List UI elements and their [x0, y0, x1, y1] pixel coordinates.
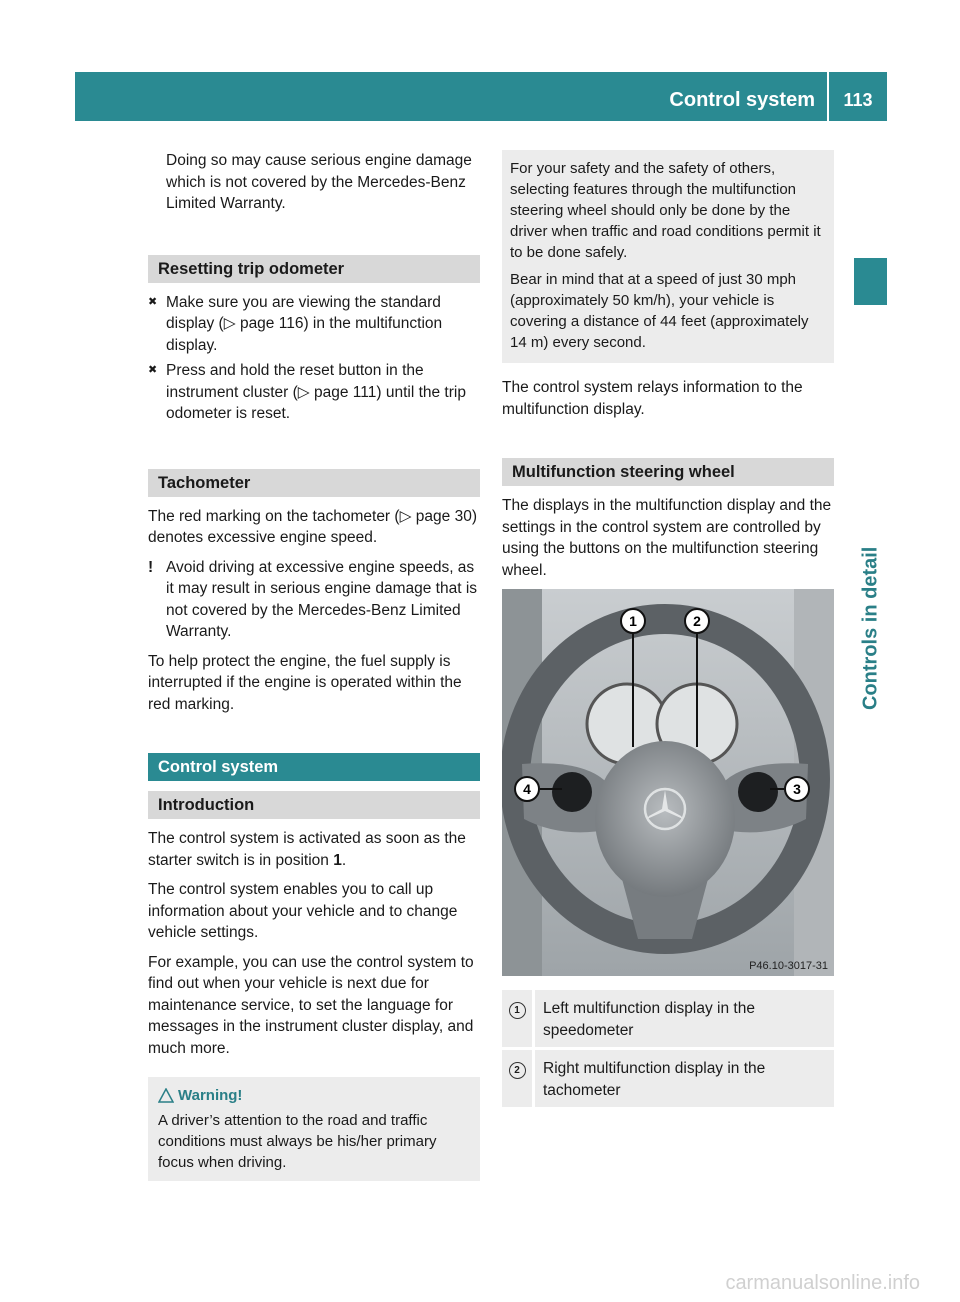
legend-number: 2: [509, 1062, 526, 1079]
section-tab-label: Controls in detail: [859, 546, 882, 710]
svg-text:2: 2: [693, 613, 701, 629]
page-title: Control system: [669, 89, 815, 111]
heading-resetting-trip-odometer: Resetting trip odometer: [148, 255, 480, 283]
intro-paragraph-2: The control system enables you to call up information about your vehicle and to change vehicle settings.: [148, 881, 458, 941]
steering-wheel-illustration: [502, 589, 834, 976]
figure-code: P46.10-3017-31: [749, 960, 828, 972]
table-row: [502, 1049, 834, 1109]
callout-4: [515, 777, 539, 801]
intro-paragraph-1: The control system is activated as soon as the starter switch is in position 1.: [148, 830, 466, 869]
bullet-icon: ✖: [148, 295, 158, 308]
legend-text: Right multifunction display in the tachometer: [534, 1049, 835, 1109]
svg-text:1: 1: [629, 613, 637, 629]
callout-2: [685, 609, 709, 633]
page-number: 113: [843, 90, 873, 110]
heading-tachometer: Tachometer: [148, 469, 480, 497]
safety-paragraph-2: Bear in mind that at a speed of just 30 mph (approximately 50 km/h), your vehicle is covering a distance of 44 feet (approximately 14 m) every second.: [510, 271, 809, 351]
heading-multifunction-steering-wheel: Multifunction steering wheel: [502, 458, 834, 486]
legend-number: 1: [509, 1002, 526, 1019]
warning-box: [148, 1077, 480, 1181]
warning-text: A driver’s attention to the road and traffic conditions must always be his/her primary focus when driving.: [158, 1112, 437, 1171]
header-divider: [827, 72, 829, 121]
legend-text: Left multifunction display in the speedometer: [534, 990, 835, 1049]
warning-title: Warning!: [158, 1085, 470, 1106]
bullet-text: Make sure you are viewing the standard display (▷ page 116) in the multifunction display.: [166, 293, 443, 354]
page-header: [75, 72, 887, 121]
bullet-icon: ✖: [148, 364, 158, 376]
caution-text: Avoid driving at excessive engine speeds, as it may result in serious engine damage that is not covered by the Mercedes-Benz Limited Warranty.: [166, 558, 478, 640]
right-column: [502, 150, 834, 1110]
tachometer-text: The red marking on the tachometer (▷ page 30) denotes excessive engine speed.: [148, 507, 477, 546]
safety-paragraph-1: For your safety and the safety of others, selecting features through the multifunction steering wheel should only be done by the driver when traffic and road conditions permit it to be done safely.: [510, 160, 821, 261]
list-item: [148, 360, 480, 425]
list-item: [148, 292, 480, 357]
position-number: 1: [333, 851, 342, 869]
figure-legend: [502, 990, 834, 1110]
msw-text: The displays in the multifunction display and the settings in the control system are controlled by using the buttons on the multifunction steering wheel.: [502, 497, 832, 579]
table-row: [502, 990, 834, 1049]
heading-control-system: Control system: [148, 753, 480, 781]
relay-text: The control system relays information to the multifunction display.: [502, 379, 803, 418]
callout-3: [785, 777, 809, 801]
left-column: [148, 150, 480, 1181]
warning-triangle-icon: [158, 1088, 174, 1103]
watermark: carmanualsonline.info: [725, 1271, 920, 1294]
heading-introduction: Introduction: [148, 791, 480, 819]
svg-text:3: 3: [793, 781, 801, 797]
caution-icon: !: [148, 558, 154, 576]
bullet-text: Press and hold the reset button in the instrument cluster (▷ page 111) until the trip odometer is reset.: [166, 362, 466, 422]
safety-info-box: [502, 150, 834, 363]
callout-1: [621, 609, 645, 633]
caution-note: [148, 557, 480, 643]
svg-text:4: 4: [523, 781, 531, 797]
intro-paragraph-3: For example, you can use the control system to find out when your vehicle is next due for maintenance service, to set the language for messages in the instrument cluster display, and much more.: [148, 953, 474, 1057]
steering-wheel-figure: [502, 589, 834, 976]
intro-text: Doing so may cause serious engine damage which is not covered by the Mercedes-Benz Limited Warranty.: [166, 152, 472, 212]
tachometer-text-2: To help protect the engine, the fuel supply is interrupted if the engine is operated within the red marking.: [148, 652, 462, 713]
